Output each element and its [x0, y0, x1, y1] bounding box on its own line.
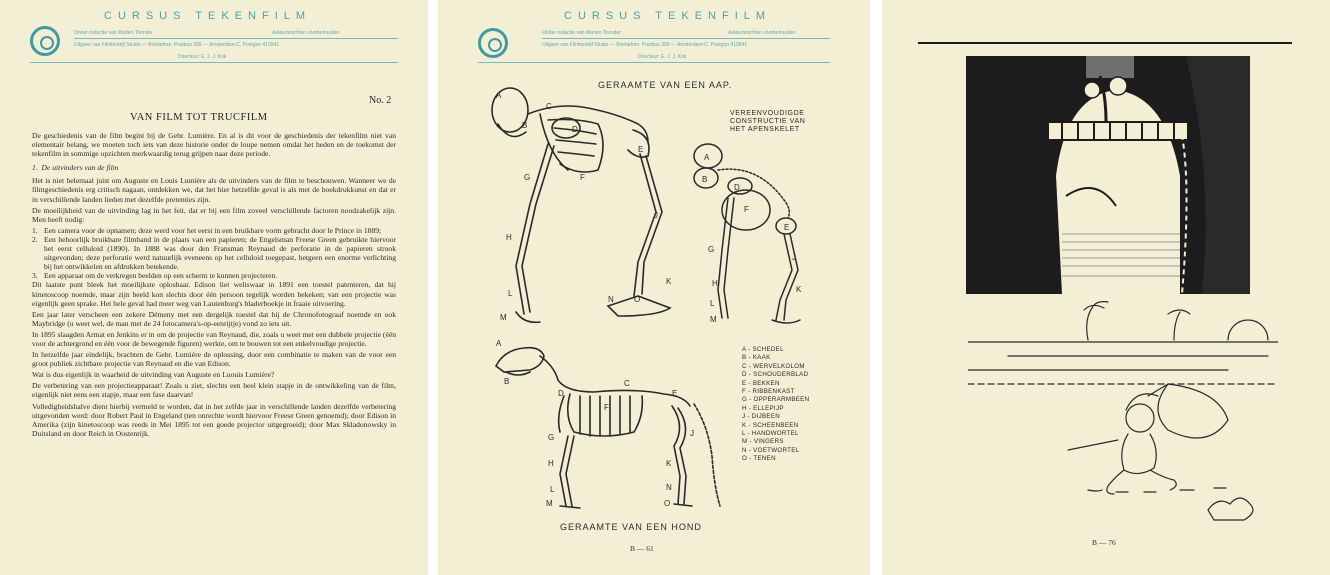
svg-text:H: H	[712, 279, 718, 288]
legend-item: B - KAAK	[742, 354, 771, 362]
svg-text:G: G	[708, 245, 715, 254]
legend-item: E - BEKKEN	[742, 379, 780, 387]
label-g: G	[524, 173, 531, 182]
svg-text:B: B	[702, 175, 708, 184]
svg-text:H: H	[548, 459, 554, 468]
label-o: O	[634, 295, 641, 304]
bridge-scene-illustration	[966, 56, 1250, 294]
header-rights-line: Auteursrechten voorbehouden	[272, 30, 340, 36]
header-director-line: Directeur: E. J. J. Kok	[178, 54, 227, 60]
legend-item: O - TENEN	[742, 455, 776, 463]
svg-text:L: L	[710, 299, 715, 308]
svg-text:A: A	[704, 153, 710, 162]
header-publisher-line: Uitgave van Filmbedrijf Studio — Briefadres: Postbus 399 — Amsterdam-C. Postgiro 410541	[542, 42, 748, 48]
article-body	[32, 131, 396, 440]
legend-item: L - HANDWORTEL	[742, 430, 799, 438]
label-j: J	[654, 211, 658, 220]
svg-text:E: E	[784, 223, 790, 232]
label-e: E	[638, 145, 644, 154]
paragraph-4: Een jaar later verscheen een zekere Démeny met een dergelijk toestel dat hij de Chronofotograaf noemde en ook Maybridge (u weet wel, de man met de 24 fotocamera's-op-eenrijtje) vond zo iets uit.	[32, 309, 396, 328]
label-a: A	[496, 91, 502, 100]
course-brand: CURSUS TEKENFILM	[104, 10, 312, 22]
header-publisher-line: Uitgave van Filmbedrijf Studio — Briefadres: Postbus 399 — Amsterdam-C. Postgiro 410541	[74, 42, 280, 48]
paragraph-2: De moeilijkheid van de uitvinding lag in het feit, dat er bij een film zoveel verschillende factoren noodzakelijk zijn. Men heeft nodig:	[32, 205, 396, 224]
label-f: F	[580, 173, 585, 182]
header-rule	[74, 38, 398, 39]
svg-text:K: K	[666, 459, 672, 468]
section-title: De uitvinders van de film	[41, 163, 119, 173]
paragraph-9: Volledigheidshalve dient hierbij vermeld te worden, dat in het zelfde jaar in verschillende landen dezelfde verbetering uitgevonden werd: door Robert Paul in Engeland (ten onrechte wordt hiervoor Freese Green genoemd); door Edison in Amerika (zijn kinetoscoop was reeds in Mei 1895 tot een goede projector uitgegroeid); door Max Skladonowsky in Duitsland en door Reich in Oostenrijk.	[32, 401, 396, 438]
svg-text:K: K	[796, 285, 802, 294]
legend-item: F - RIBBENKAST	[742, 388, 795, 396]
header-director-line: Directeur: E. J. J. Kok	[638, 54, 687, 60]
legend-item: C - WERVELKOLOM	[742, 362, 805, 370]
svg-text:N: N	[666, 483, 672, 492]
top-rule	[918, 42, 1292, 44]
header-editor-line: Onder redactie van Marten Toonder	[74, 30, 153, 36]
page-folio: B — 76	[1092, 538, 1116, 547]
svg-text:M: M	[710, 315, 717, 324]
legend-item: G - OPPERARMBEEN	[742, 396, 810, 404]
svg-text:F: F	[604, 403, 609, 412]
paragraph-6: In hetzelfde jaar eindelijk, brachten de Gebr. Lumière de oplossing, door een combinatie te maken van de voor een groot publiek zichtbare projectie van Reynaud en die van Edison.	[32, 350, 396, 369]
course-header	[438, 0, 870, 66]
section-number: 1.	[32, 163, 38, 173]
film-reel-logo-icon	[478, 28, 508, 58]
legend-item: D - SCHOUDERBLAD	[742, 371, 809, 379]
note-line: HET APENSKELET	[730, 126, 800, 133]
svg-text:J: J	[690, 429, 694, 438]
legend-item: M - VINGERS	[742, 438, 784, 446]
header-rule-bottom	[478, 62, 830, 63]
label-n: N	[608, 295, 614, 304]
list-text: Een behoorlijk bruikbare filmband in de plaats van een papieren; de Engelsman Freese Green gebruikte hiervoor het eerst celluloid (1890). In 1888 was door den Fransman Reynaud de perforatie in de papieren strook uitgevonden; deze perforatie werd natuurlijk eveneens op het celluloid toegepast, hetgeen een enorme verlichting bij het ontwikkelen en afdrukken betekende.	[44, 234, 396, 272]
label-m: M	[500, 313, 507, 322]
legend-item: A - SCHEDEL	[742, 346, 784, 353]
label-b: B	[522, 121, 528, 130]
legend-item: K - SCHEENBEEN	[742, 421, 799, 429]
dog-skeleton-drawing	[494, 336, 734, 516]
paragraph-8: De verbetering van een projectieapparaat! Zoals u ziet, slechts een heel klein stapje in de ontwikkeling van de film, eigenlijk niet eens een stapje, maar een fase daarvan!	[32, 381, 396, 400]
svg-text:G: G	[548, 433, 555, 442]
label-c: C	[546, 102, 552, 111]
svg-text:E: E	[672, 389, 678, 398]
course-brand: CURSUS TEKENFILM	[564, 10, 772, 22]
label-d: D	[572, 125, 578, 134]
svg-text:M: M	[546, 499, 553, 508]
label-k: K	[666, 277, 672, 286]
page-van-film-tot-trucfilm	[0, 0, 428, 575]
requirements-list	[32, 226, 396, 281]
label-l: L	[508, 289, 513, 298]
legend-item: H - ELLEPIJP	[742, 404, 784, 412]
simplified-construction-note	[730, 110, 805, 134]
note-line: CONSTRUCTIE VAN	[730, 118, 806, 125]
legend-item: J - DIJBEEN	[742, 413, 781, 421]
svg-text:J: J	[792, 253, 796, 262]
page-illustrations	[882, 0, 1330, 575]
svg-text:B: B	[504, 377, 510, 386]
list-item	[32, 271, 396, 280]
list-number: 3.	[32, 271, 38, 281]
issue-number: No. 2	[369, 95, 392, 106]
legend-item: N - VOETWORTEL	[742, 446, 800, 454]
header-rule-bottom	[30, 62, 398, 63]
paragraph-7: Wat is dus eigenlijk in waarheid de uitvinding van Auguste en Luouis Lumière?	[32, 370, 275, 380]
ape-skeleton-drawing	[488, 84, 688, 329]
svg-text:D: D	[558, 389, 564, 398]
svg-text:L: L	[550, 485, 555, 494]
list-number: 2.	[32, 234, 38, 244]
list-item	[32, 235, 396, 271]
article-title: VAN FILM TOT TRUCFILM	[130, 112, 268, 123]
paragraph-5: In 1895 slaagden Armat en Jenkins er in om de projectie van Reynaud, die, zoals u weet met een dubbele projectie (één voor de achtergrond en één voor de bewegende figuren) werkte, om te bouwen tot een enkelvoudige projectie.	[32, 329, 396, 348]
page-folio: B — 61	[630, 544, 654, 553]
header-editor-line: Onder redactie van Marten Toonder	[542, 30, 621, 36]
simplified-ape-construction-drawing	[688, 140, 808, 330]
paragraph-1: Het is niet helemaal juist om Auguste en Louis Lumière als de uitvinders van de film te beschouwen. Wanneer we de filmgeschiedenis erg critisch nagaan, ontdekken we, dat het hier hetzelfde geval is als met de boekdrukkunst en dat er in verschillende landen lieden met dezelfde pretenties zijn.	[32, 176, 396, 204]
label-h: H	[506, 233, 512, 242]
skeleton-legend	[742, 346, 809, 464]
svg-text:A: A	[496, 339, 502, 348]
ape-skeleton-title: GERAAMTE VAN EEN AAP.	[598, 80, 733, 90]
page-skeletons	[438, 0, 870, 575]
list-text: Een apparaat om de verkregen beelden op een scherm te kunnen projecteren.	[44, 271, 278, 281]
intro-paragraph: De geschiedenis van de film begint bij de Gebr. Lumière. En al is dit voor de geschiedenis der tekenfilm niet van elementair belang, we moeten toch iets van deze historie onder de loupe nemen omdat het heden en de toekomst der tekenfilm in sommige opzichten merkwaardig terug grijpen naar deze periode.	[32, 131, 396, 159]
gnome-walking-illustration	[968, 300, 1278, 532]
list-item	[32, 226, 396, 235]
header-rule	[542, 38, 830, 39]
svg-text:F: F	[744, 205, 749, 214]
film-reel-logo-icon	[30, 26, 60, 56]
dog-skeleton-title: GERAAMTE VAN EEN HOND	[560, 522, 702, 532]
svg-text:D: D	[734, 183, 740, 192]
course-header	[0, 0, 428, 66]
header-rights-line: Auteursrechten voorbehouden	[728, 30, 796, 36]
paragraph-3: Dit laatste punt bleek het moeilijkste oplosbaar. Edison liet weliswaar in 1891 een toestel patenteren, dat hij kinetoscoop noemde, maar zijn beeld kon slechts door één persoon tegelijk worden bekeken; van een projectie was eigenlijk geen sprake. Het hele geval had meer weg van Lautenburg's bladerboekje in fraaie uitvoering.	[32, 280, 396, 308]
section-heading	[32, 163, 396, 172]
note-line: VEREENVOUDIGDE	[730, 110, 805, 117]
list-number: 1.	[32, 225, 38, 235]
svg-text:O: O	[664, 499, 671, 508]
svg-text:C: C	[624, 379, 630, 388]
list-text: Een camera voor de opnamen; deze werd voor het eerst in een bruikbare vorm gebracht door le Prince in 1889;	[44, 225, 382, 235]
